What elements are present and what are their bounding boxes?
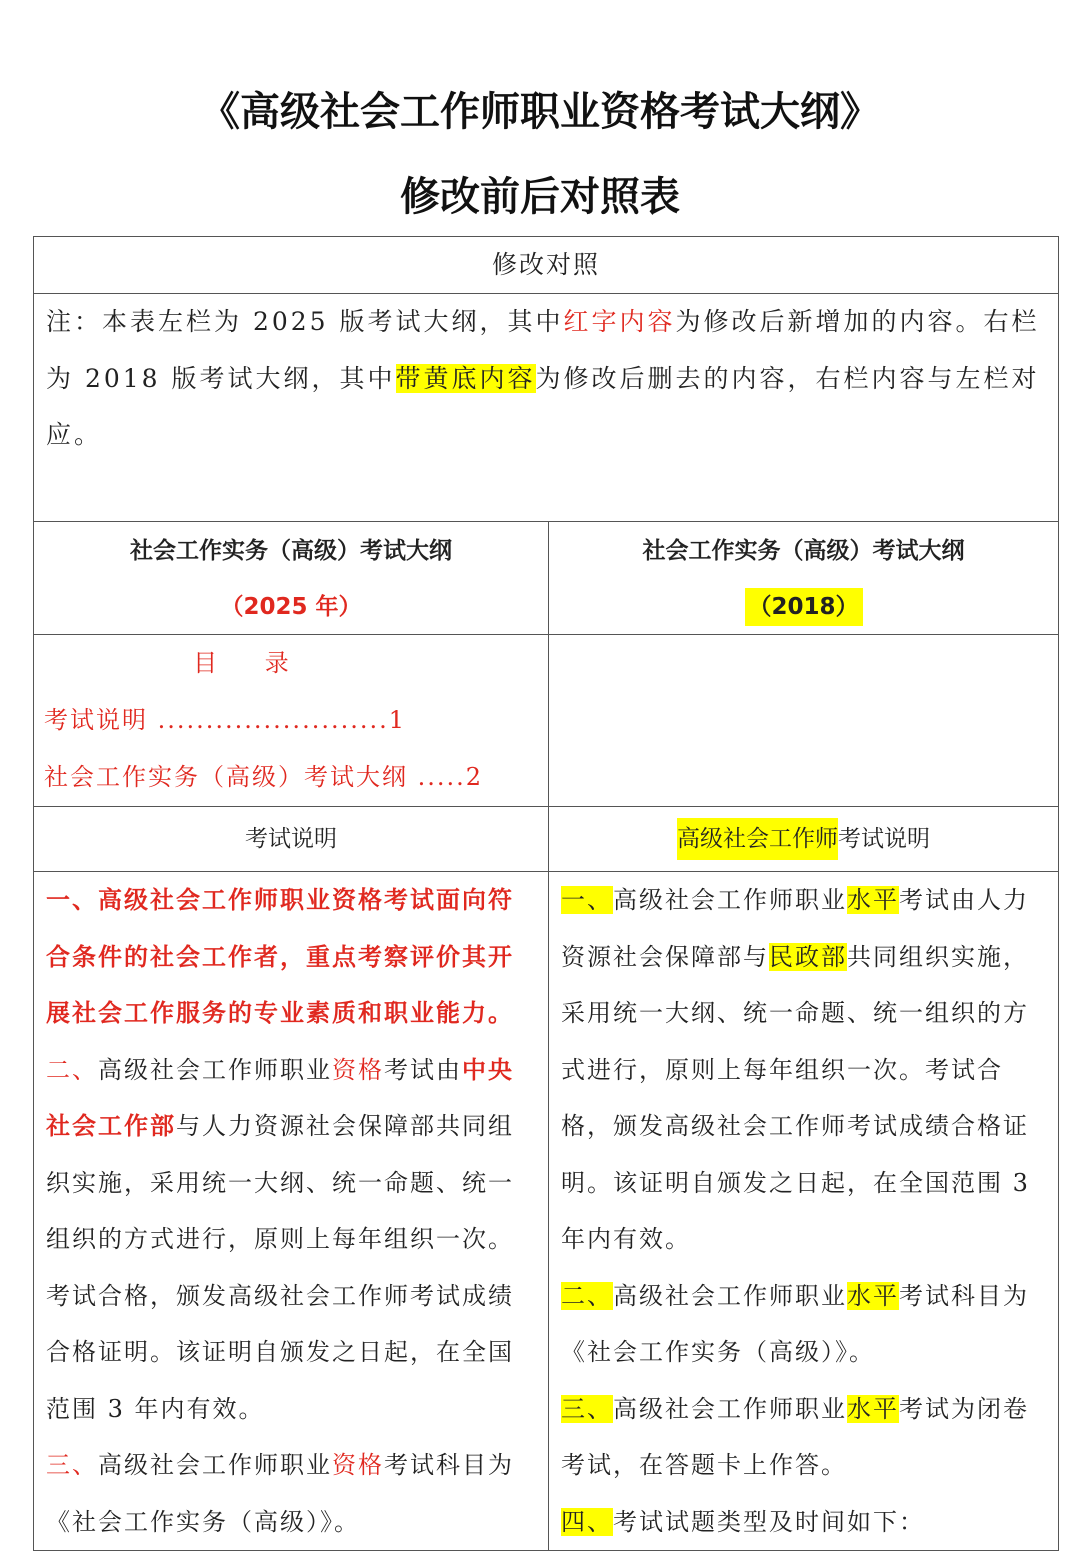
right-item-1-highlight-2: 民政部: [769, 942, 847, 971]
left-section-heading: [34, 807, 549, 872]
right-item-3-text-b: 考试为闭卷考试，在答题卡上作答。: [561, 1394, 1029, 1479]
right-item-1-text-b: 考试由人力资源社会保障部与: [561, 886, 1029, 971]
note-yellow-text: 带黄底内容: [395, 363, 536, 393]
right-item-2-highlight: 水平: [847, 1281, 899, 1310]
right-section-heading: [549, 807, 1059, 872]
right-item-4: [561, 1494, 1048, 1551]
note-text-3: 为修改后删去的内容，右栏内容与左栏对应。: [46, 363, 1040, 449]
left-item-2-red-1: 资格: [332, 1055, 384, 1084]
left-item-1: 一、高级社会工作师职业资格考试面向符合条件的社会工作者，重点考察评价其开展社会工作服务的专业素质和职业能力。: [46, 885, 514, 1027]
right-item-1-number: 一、: [561, 886, 613, 914]
left-item-2-text-b: 考试由: [384, 1055, 462, 1084]
right-item-3-highlight: 水平: [847, 1394, 899, 1423]
left-item-2-number: 二、: [46, 1055, 98, 1084]
note-red-text: 红字内容: [563, 307, 676, 336]
right-item-2-text-b: 考试科目为《社会工作实务（高级）》。: [561, 1281, 1029, 1366]
comparison-table: [33, 236, 1059, 1551]
right-item-1-text-a: 高级社会工作师职业: [613, 886, 847, 914]
left-item-2-red-2: 中央社会工作部: [46, 1054, 514, 1140]
toc-item: [34, 749, 548, 806]
left-edition-year: （2025 年）: [220, 594, 362, 620]
note-text-2: 为修改后新增加的内容。右栏为 2018 版考试大纲，其中: [46, 307, 1040, 393]
left-edition-header: [34, 522, 549, 635]
table-note: [34, 294, 1059, 522]
left-section-title: 考试说明: [245, 826, 337, 852]
right-edition-title: 社会工作实务（高级）考试大纲: [642, 538, 965, 564]
left-item-3-red: 资格: [332, 1451, 384, 1479]
left-item-3: [46, 1437, 538, 1550]
right-item-2-number: 二、: [561, 1281, 613, 1310]
document-subtitle: 修改前后对照表: [400, 173, 680, 220]
right-item-3-number: 三、: [561, 1394, 613, 1423]
right-item-1: [561, 872, 1048, 1268]
right-item-2: [561, 1268, 1048, 1381]
left-item-3-text-a: 高级社会工作师职业: [98, 1451, 332, 1479]
right-section-title-highlight: 高级社会工作师: [677, 818, 838, 860]
left-item-2-text-a: 高级社会工作师职业: [98, 1055, 332, 1084]
table-header-label: 修改对照: [492, 250, 601, 279]
right-edition-header: [549, 522, 1059, 635]
left-item-2-text-c: 与人力资源社会保障部共同组织实施，采用统一大纲、统一命题、统一组织的方式进行，原则上每年组织一次。考试合格，颁发高级社会工作师考试成绩合格证明。该证明自颁发之日起，在全国范围 3 年内有效。: [46, 1112, 514, 1423]
right-toc-empty-cell: [549, 635, 1059, 807]
left-content-cell: [34, 872, 549, 1551]
left-item-2: [46, 1042, 538, 1438]
table-header: [34, 237, 1059, 294]
right-item-2-text-a: 高级社会工作师职业: [613, 1281, 847, 1310]
right-edition-year: （2018）: [745, 588, 863, 626]
right-item-4-number: 四、: [561, 1507, 613, 1536]
right-section-title-rest: 考试说明: [838, 826, 930, 852]
note-text-1: 注：本表左栏为 2025 版考试大纲，其中: [46, 307, 564, 336]
toc-item-dots: .....: [408, 763, 466, 791]
toc-item-page: 2: [465, 763, 484, 791]
right-item-1-highlight-1: 水平: [847, 886, 899, 914]
right-item-3-text-a: 高级社会工作师职业: [613, 1394, 847, 1423]
right-item-3: [561, 1381, 1048, 1494]
document-title: 《高级社会工作师职业资格考试大纲》: [200, 88, 880, 135]
left-edition-title: 社会工作实务（高级）考试大纲: [130, 538, 452, 564]
toc-item-label: 社会工作实务（高级）考试大纲: [44, 763, 408, 791]
left-item-3-number: 三、: [46, 1451, 98, 1479]
toc-item-dots: ........................: [148, 706, 389, 734]
toc-item-label: 考试说明: [44, 706, 148, 734]
toc-heading: 目 录: [193, 649, 309, 677]
toc-item-page: 1: [388, 706, 407, 734]
table-of-contents: [34, 635, 549, 807]
toc-item: [34, 692, 548, 749]
right-item-4-text: 考试试题类型及时间如下：: [613, 1507, 925, 1536]
left-item-3-text-b: 考试科目为《社会工作实务（高级）》。: [46, 1451, 514, 1536]
right-content-cell: [549, 872, 1059, 1551]
right-item-1-text-c: 共同组织实施，采用统一大纲、统一命题、统一组织的方式进行，原则上每年组织一次。考试合格，颁发高级社会工作师考试成绩合格证明。该证明自颁发之日起，在全国范围 3 年内有效。: [561, 942, 1030, 1253]
